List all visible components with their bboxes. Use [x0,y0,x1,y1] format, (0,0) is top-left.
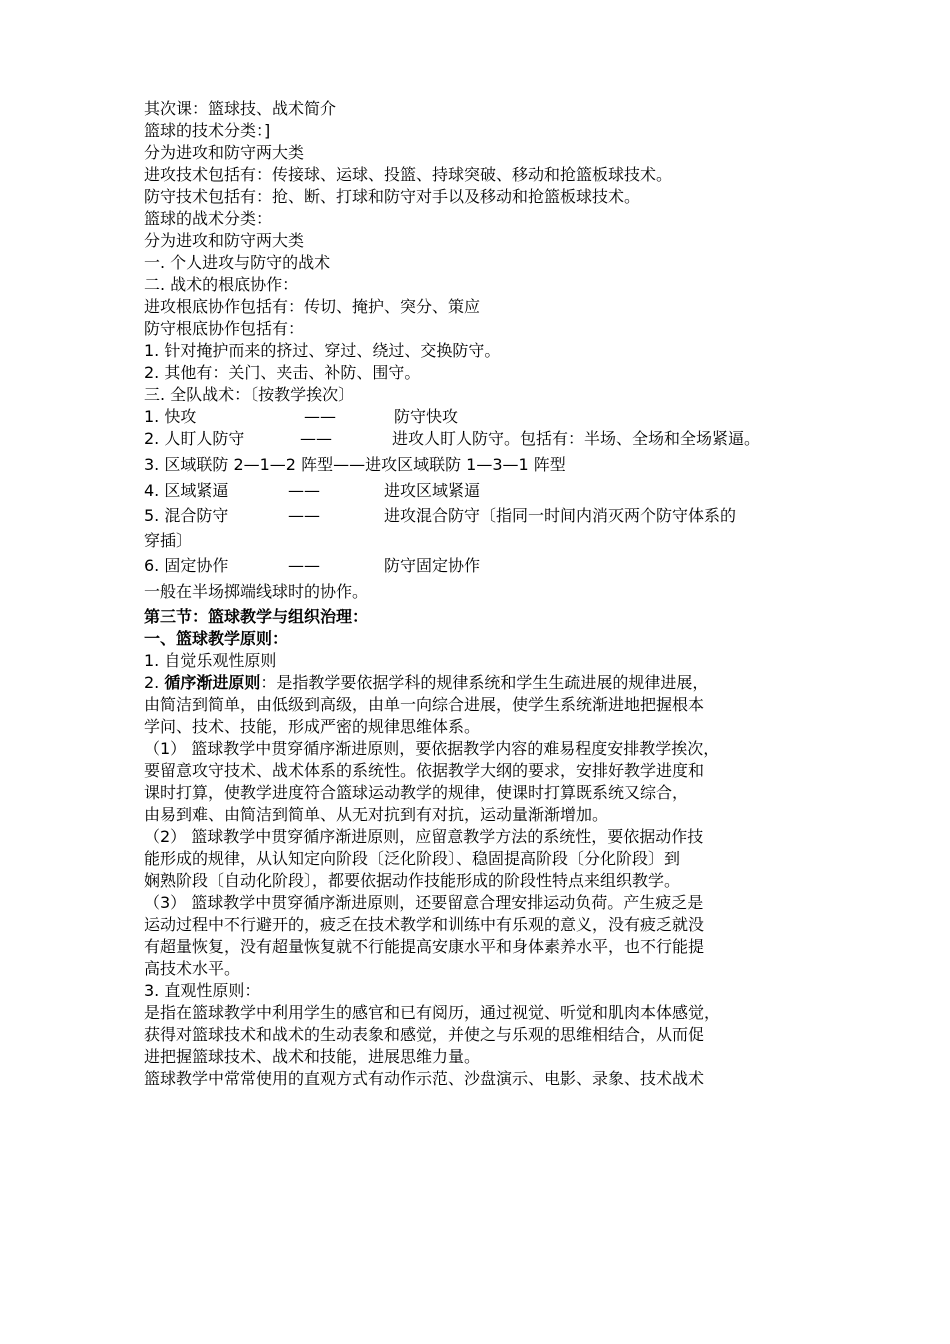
text-line: 运动过程中不行避开的，疲乏在技术教学和训练中有乐观的意义，没有疲乏就没 [144,915,705,934]
text-line: 课时打算，使教学进度符合篮球运动教学的规律，使课时打算既系统又综合， [144,783,689,802]
text-line: 进把握篮球技术、战术和技能，进展思维力量。 [144,1047,481,1066]
tactic-dash: —— [304,407,336,426]
principle-item: 3. 直观性原则： [144,981,261,1000]
text-line: 是指在篮球教学中利用学生的感官和已有阅历，通过视觉、听觉和肌肉本体感觉， [144,1003,721,1022]
text-line: 分为进攻和防守两大类 [144,231,305,250]
tactic-row [144,530,824,552]
text-line: 要留意攻守技术、战术体系的系统性。依据教学大纲的要求，安排好教学进度和 [144,761,705,780]
text-line: 有超量恢复，没有超量恢复就不行能提高安康水平和身体素养水平，也不行能提 [144,937,705,956]
tactic-row [144,406,824,428]
text-line: 分为进攻和防守两大类 [144,143,305,162]
tactic-left: 1. 快攻 [144,407,197,426]
text-line: 二. 战术的根底协作： [144,275,299,294]
text-line: 2. 其他有：关门、夹击、补防、围守。 [144,363,421,382]
tactic-right: 进攻人盯人防守。包括有：半场、全场和全场紧逼。 [392,429,761,448]
tactic-row [144,480,824,502]
tactic-dash: —— [300,429,332,448]
section-heading: 第三节：篮球教学与组织治理： [144,607,369,626]
principle-item: 1. 自觉乐观性原则 [144,651,277,670]
text-line: （3） 篮球教学中贯穿循序渐进原则，还要留意合理安排运动负荷。产生疲乏是 [144,893,704,912]
text-line: 篮球教学中常常使用的直观方式有动作示范、沙盘演示、电影、录象、技术战术 [144,1069,705,1088]
tactic-left: 5. 混合防守 [144,506,229,525]
text-line: 娴熟阶段〔自动化阶段〕，都要依据动作技能形成的阶段性特点来组织教学。 [144,871,681,890]
text-line: 防守根底协作包括有： [144,319,305,338]
tactic-right: 防守固定协作 [384,556,481,575]
tactic-left: 4. 区域紧逼 [144,481,229,500]
tactic-left: 2. 人盯人防守 [144,429,245,448]
lesson-title: 其次课：篮球技、战术简介 [144,99,337,118]
tactic-row [144,505,824,527]
tactic-right: 进攻区域紧逼 [384,481,481,500]
text-line: 高技术水平。 [144,959,241,978]
text-line: （1） 篮球教学中贯穿循序渐进原则，要依据教学内容的难易程度安排教学挨次， [144,739,720,758]
text-line: 进攻技术包括有：传接球、运球、投篮、持球突破、移动和抢篮板球技术。 [144,165,673,184]
text-line: 三. 全队战术：〔按教学挨次〕 [144,385,355,404]
tactic-right: 防守快攻 [394,407,459,426]
document-page [144,98,824,1090]
text-line: 防守技术包括有：抢、断、打球和防守对手以及移动和抢篮板球技术。 [144,187,641,206]
text-line: （2） 篮球教学中贯穿循序渐进原则，应留意教学方法的系统性，要依据动作技 [144,827,704,846]
text-line: 能形成的规律，从认知定向阶段〔泛化阶段〕、稳固提高阶段〔分化阶段〕到 [144,849,681,868]
tactic-row [144,428,824,450]
text-line: 由简洁到简单，由低级到高级，由单一向综合进展，使学生系统渐进地把握根本 [144,695,705,714]
text-line: 获得对篮球技术和战术的生动表象和感觉，并使之与乐观的思维相结合，从而促 [144,1025,705,1044]
subsection-heading: 一、篮球教学原则： [144,629,289,648]
text-line: 学问、技术、技能，形成严密的规律思维体系。 [144,717,481,736]
text-line: 进攻根底协作包括有：传切、掩护、突分、策应 [144,297,481,316]
principle-number: 2. [144,673,165,692]
tactic-left: 6. 固定协作 [144,556,229,575]
text-line: 1. 针对掩护而来的挤过、穿过、绕过、交换防守。 [144,341,501,360]
tactic-single: 3. 区域联防 2—1—2 阵型——进攻区域联防 1—3—1 阵型 [144,455,566,474]
principle-desc: ：是指教学要依据学科的规律系统和学生生疏进展的规律进展， [260,673,709,692]
tactics-classification-heading: 篮球的战术分类： [144,209,273,228]
principle-item [144,672,824,694]
tech-classification-heading: 篮球的技术分类：] [144,121,271,140]
text-line: 一. 个人进攻与防守的战术 [144,253,331,272]
text-line: 由易到难、由简洁到简单、从无对抗到有对抗，运动量渐渐增加。 [144,805,609,824]
principle-name: 循序渐进原则 [164,673,261,692]
tactic-row [144,454,824,476]
tactic-single: 穿插〕 [144,531,193,550]
text-line: 一般在半场掷端线球时的协作。 [144,582,369,601]
tactic-dash: —— [288,556,320,575]
tactic-right: 进攻混合防守〔指同一时间内消灭两个防守体系的 [384,506,737,525]
tactic-dash: —— [288,481,320,500]
tactic-row [144,555,824,577]
tactic-dash: —— [288,506,320,525]
